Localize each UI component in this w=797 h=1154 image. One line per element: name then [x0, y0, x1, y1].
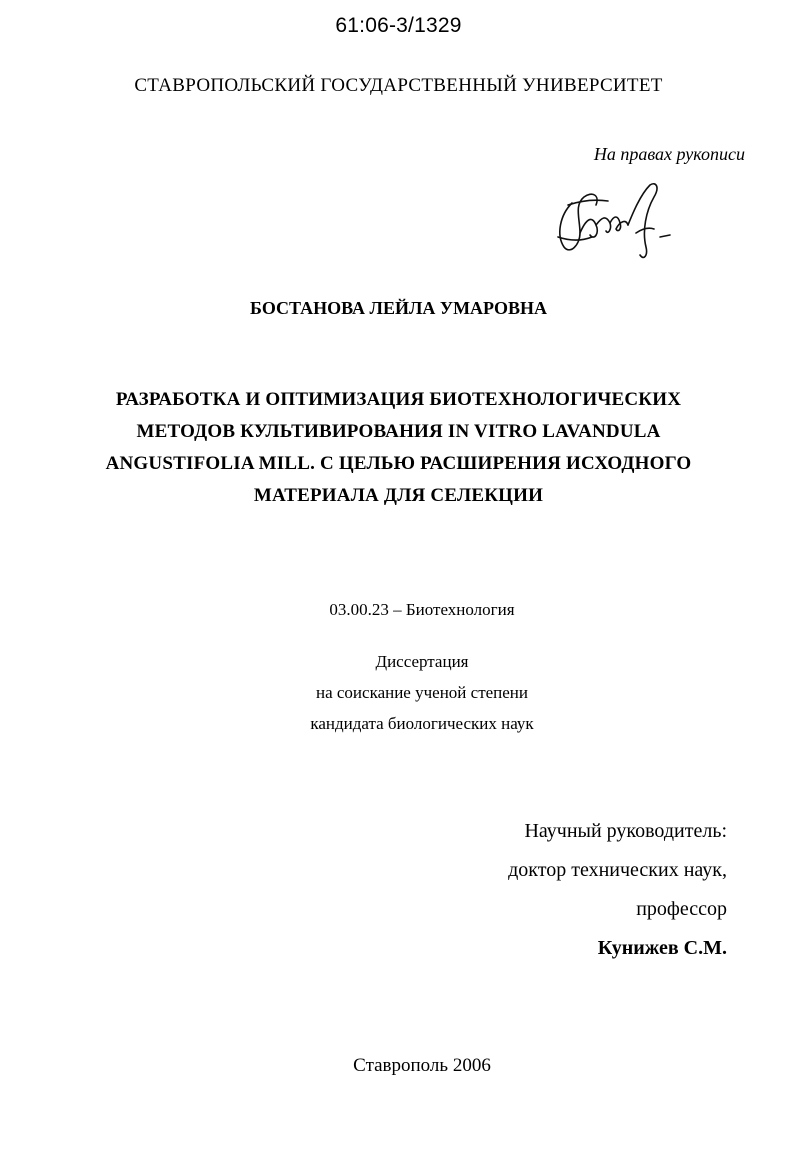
- title-line: РАЗРАБОТКА И ОПТИМИЗАЦИЯ БИОТЕХНОЛОГИЧЕСКИХ: [115, 389, 682, 410]
- supervisor-block: [508, 812, 727, 968]
- manuscript-rights-note: На правах рукописи: [593, 144, 745, 164]
- degree-line: кандидата биологических наук: [310, 714, 534, 733]
- city-year: Ставрополь 2006: [353, 1055, 491, 1076]
- handwritten-signature: [550, 175, 680, 265]
- supervisor-degree: доктор технических наук,: [508, 859, 727, 881]
- title-line: ANGUSTIFOLIA MILL. С ЦЕЛЬЮ РАСШИРЕНИЯ ИСХОДНОГО: [105, 453, 692, 474]
- title-line: МЕТОДОВ КУЛЬТИВИРОВАНИЯ IN VITRO LAVANDULA: [136, 421, 661, 442]
- title-line: МАТЕРИАЛА ДЛЯ СЕЛЕКЦИИ: [253, 485, 544, 506]
- author-name: БОСТАНОВА ЛЕЙЛА УМАРОВНА: [250, 298, 547, 318]
- degree-line: Диссертация: [375, 652, 469, 671]
- supervisor-name: Кунижев С.М.: [597, 937, 727, 959]
- catalog-code: 61:06-3/1329: [335, 14, 462, 37]
- degree-line: на соискание ученой степени: [315, 683, 529, 702]
- dissertation-title: [80, 384, 717, 512]
- supervisor-rank: профессор: [636, 898, 727, 920]
- specialty-code: 03.00.23 – Биотехнология: [329, 600, 515, 619]
- degree-statement: [0, 646, 797, 739]
- supervisor-label: Научный руководитель:: [524, 820, 727, 842]
- university-name: СТАВРОПОЛЬСКИЙ ГОСУДАРСТВЕННЫЙ УНИВЕРСИТЕТ: [134, 75, 663, 96]
